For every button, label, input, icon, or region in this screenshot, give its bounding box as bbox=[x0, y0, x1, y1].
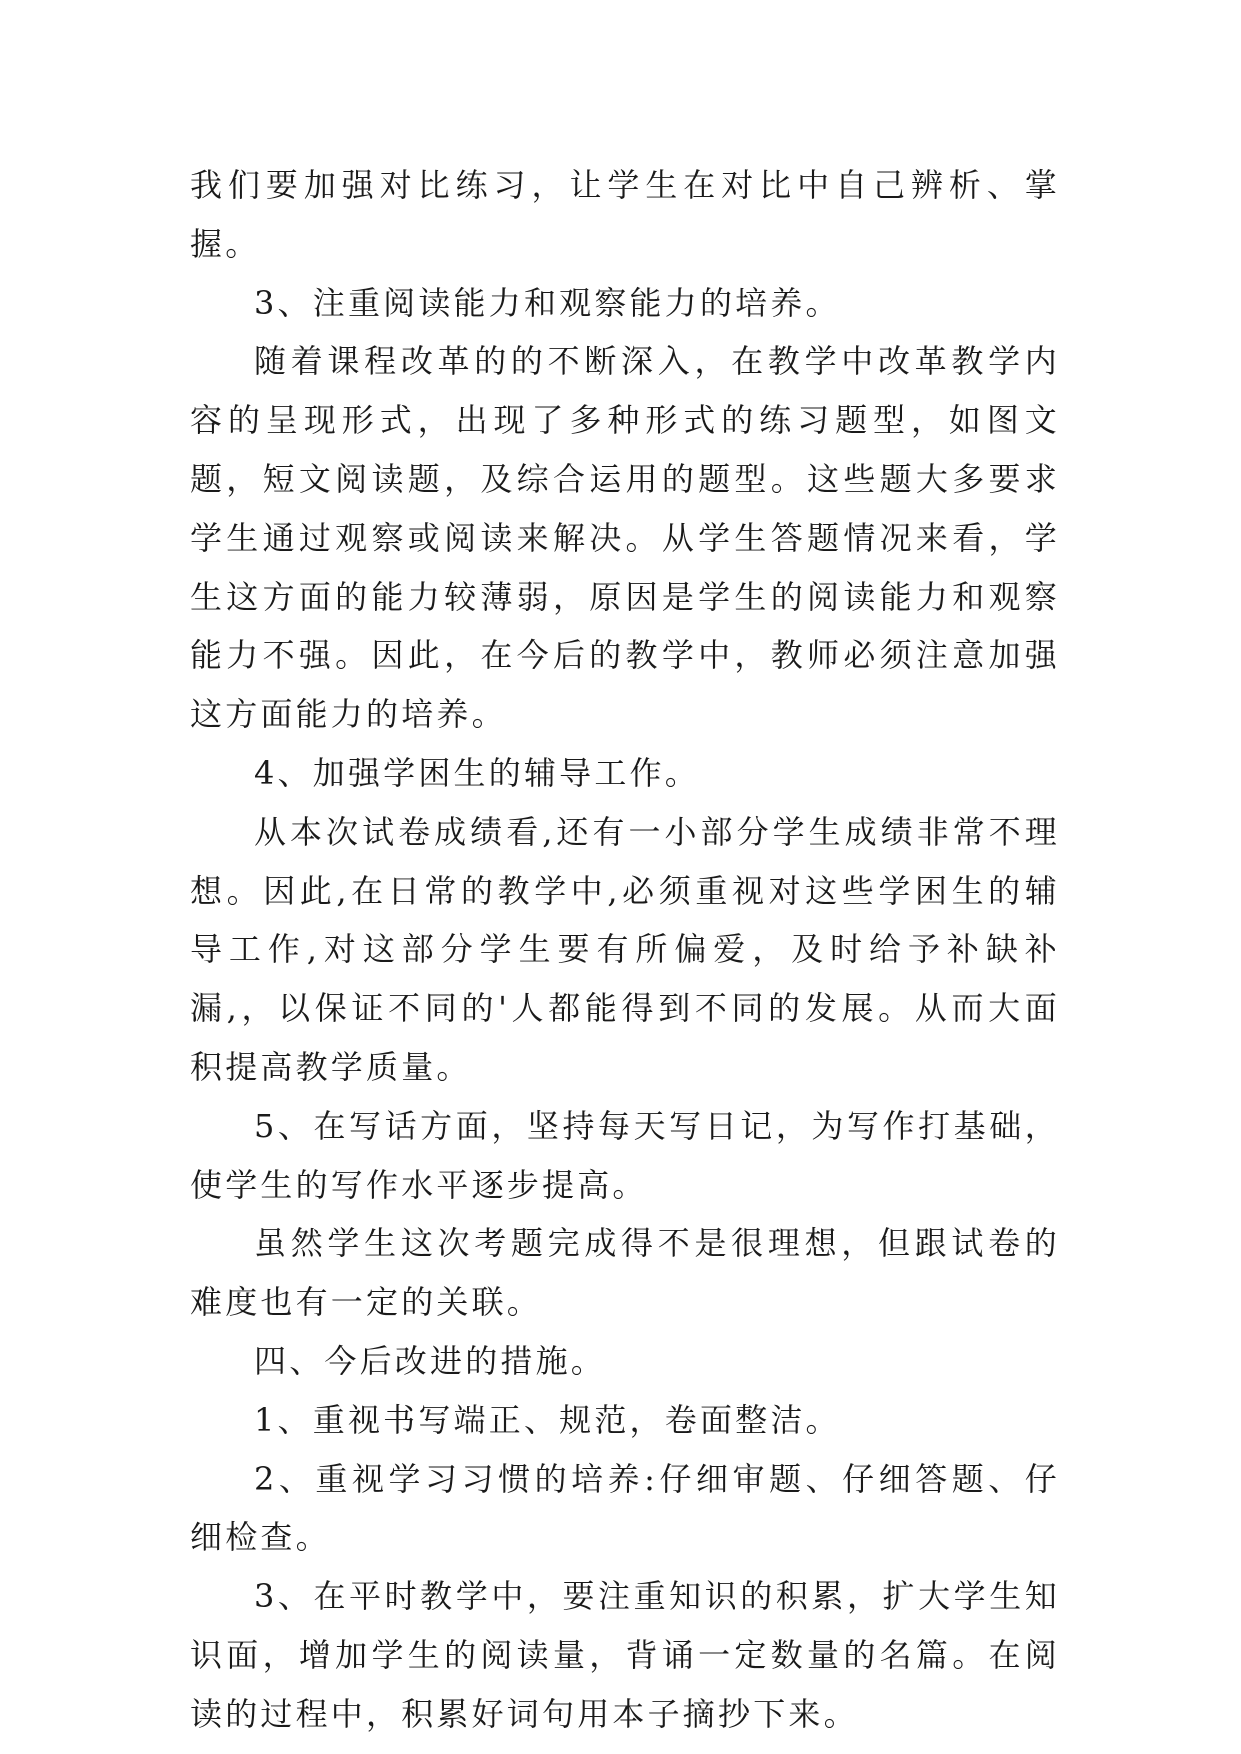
paragraph: 四、今后改进的措施。 bbox=[254, 1341, 607, 1380]
paragraph: 5、在写话方面，坚持每天写日记，为写作打基础，使学生的写作水平逐步提高。 bbox=[190, 1106, 1060, 1204]
paragraph: 1、重视书写端正、规范，卷面整洁。 bbox=[254, 1400, 841, 1439]
paragraph: 虽然学生这次考题完成得不是很理想，但跟试卷的难度也有一定的关联。 bbox=[190, 1224, 1060, 1322]
paragraph: 3、在平时教学中，要注重知识的积累，扩大学生知识面，增加学生的阅读量，背诵一定数量的名篇。在阅读的过程中，积累好词句用本子摘抄下来。 bbox=[190, 1577, 1060, 1733]
paragraph: 随着课程改革的的不断深入，在教学中改革教学内容的呈现形式，出现了多种形式的练习题型，如图文题，短文阅读题，及综合运用的题型。这些题大多要求学生通过观察或阅读来解决。从学生答题情况来看，学生这方面的能力较薄弱，原因是学生的阅读能力和观察能力不强。因此，在今后的教学中，教师必须注意加强这方面能力的培养。 bbox=[190, 342, 1060, 734]
paragraph: 2、重视学习习惯的培养:仔细审题、仔细答题、仔细检查。 bbox=[190, 1459, 1060, 1557]
paragraph: 4、加强学困生的辅导工作。 bbox=[254, 753, 700, 792]
document-body bbox=[190, 156, 1060, 1744]
paragraph: 从本次试卷成绩看,还有一小部分学生成绩非常不理想。因此,在日常的教学中,必须重视对这些学困生的辅导工作,对这部分学生要有所偏爱，及时给予补缺补漏,，以保证不同的'人都能得到不同的发展。从而大面积提高教学质量。 bbox=[190, 812, 1060, 1086]
paragraph: 3、注重阅读能力和观察能力的培养。 bbox=[254, 283, 841, 322]
paragraph: 我们要加强对比练习，让学生在对比中自己辨析、掌握。 bbox=[190, 166, 1060, 263]
